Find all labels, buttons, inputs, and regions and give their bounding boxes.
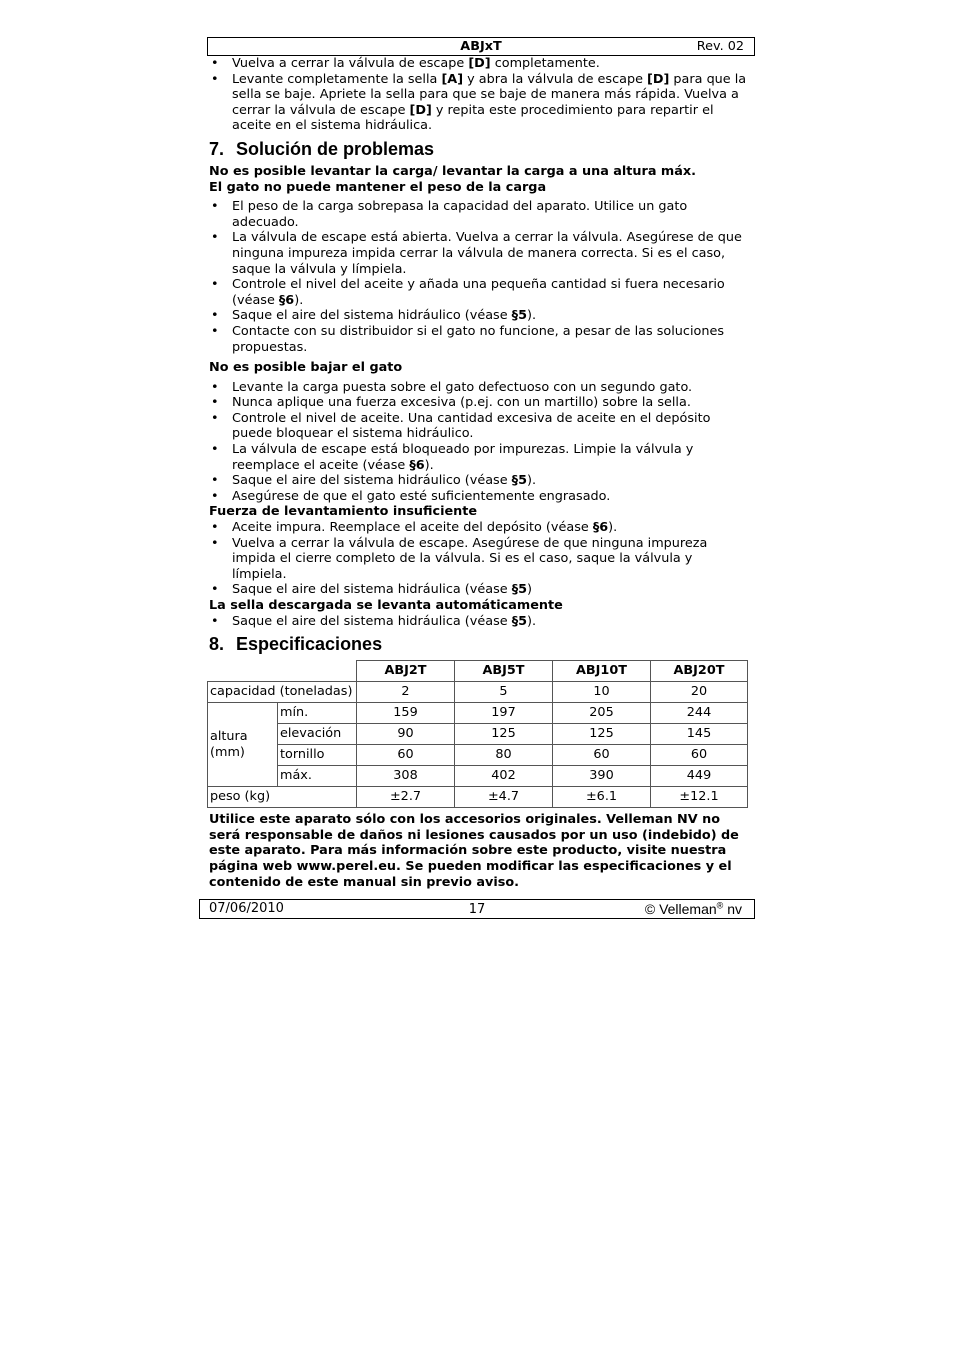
table-cell: 10 xyxy=(553,682,651,703)
bullet-text: para que la sella se baje. Apriete la sella para que se baje de manera más rápida. Vuelva a cerrar la válvula de escape xyxy=(232,71,747,118)
bullet-item xyxy=(232,520,749,536)
table-cell: ±2.7 xyxy=(357,787,455,808)
table-cell: 125 xyxy=(553,724,651,745)
table-cell: 449 xyxy=(651,766,748,787)
bullet-text: Levante la carga puesta sobre el gato defectuoso con un segundo gato. xyxy=(232,379,693,395)
column-header: ABJ10T xyxy=(553,661,651,682)
bullet-text: Saque el aire del sistema hidráulico (véase xyxy=(232,308,512,324)
bullet-item xyxy=(232,277,749,308)
bullet-bold-reference: [D] xyxy=(409,102,432,118)
bullet-text: ). xyxy=(526,473,537,489)
bullet-bold-reference: §5 xyxy=(511,473,527,489)
troubleshooting-group xyxy=(209,360,749,504)
solution-bullet-list xyxy=(209,520,749,598)
table-cell: ±6.1 xyxy=(553,787,651,808)
bullet-text: ) xyxy=(527,582,532,598)
page-header xyxy=(207,37,755,56)
bullet-text: El peso de la carga sobrepasa la capacidad del aparato. Utilice un gato adecuado. xyxy=(232,199,688,230)
table-cell: 20 xyxy=(651,682,748,703)
table-cell: 145 xyxy=(651,724,748,745)
revision-label: Rev. 02 xyxy=(696,39,744,54)
column-header: ABJ5T xyxy=(455,661,553,682)
table-corner-empty xyxy=(208,661,357,682)
page-content xyxy=(209,56,749,890)
bullet-item xyxy=(232,56,749,72)
row-label: peso (kg) xyxy=(208,787,357,808)
bullet-bold-reference: §6 xyxy=(278,292,295,308)
problem-heading-line: Fuerza de levantamiento insuficiente xyxy=(209,504,478,520)
row-label: capacidad (toneladas) xyxy=(208,682,357,703)
table-cell: ±4.7 xyxy=(455,787,553,808)
footer-copyright xyxy=(645,900,742,918)
footer-date: 07/06/2010 xyxy=(209,901,284,917)
column-header: ABJ2T xyxy=(357,661,455,682)
troubleshooting-groups xyxy=(209,164,749,629)
bullet-text: ). xyxy=(527,613,537,629)
bullet-text: completamente. xyxy=(490,56,600,71)
table-cell: 244 xyxy=(651,703,748,724)
row-sublabel: máx. xyxy=(278,766,357,787)
table-cell: 5 xyxy=(455,682,553,703)
bullet-item xyxy=(232,489,749,505)
table-cell: ±12.1 xyxy=(651,787,748,808)
bullet-text: Asegúrese de que el gato esté suficientemente engrasado. xyxy=(232,488,611,504)
problem-heading xyxy=(209,504,749,520)
bullet-item xyxy=(232,395,749,411)
bullet-text: Vuelva a cerrar la válvula de escape. Asegúrese de que ninguna impureza impida el cierre completo de la válvula. Si es el caso, saque la válvula y límpiela. xyxy=(232,535,708,582)
bullet-item xyxy=(232,72,749,134)
table-cell: 90 xyxy=(357,724,455,745)
page-footer xyxy=(199,899,755,919)
section-heading-specifications xyxy=(209,634,749,654)
disclaimer-paragraph: Utilice este aparato sólo con los accesorios originales. Velleman NV no será responsable de daños ni lesiones causados por un uso (indebido) de este aparato. Para más información sobre este producto, visite nuestra página web www.perel.eu. Se pueden modificar las especificaciones y el contenido de este manual sin previo aviso. xyxy=(209,812,739,890)
section-title: Solución de problemas xyxy=(236,138,435,159)
model-title: ABJxT xyxy=(460,39,502,54)
company-suffix: nv xyxy=(723,901,742,918)
bullet-bold-reference: §5 xyxy=(511,582,527,598)
bullet-text: Vuelva a cerrar la válvula de escape xyxy=(232,56,469,71)
table-row xyxy=(208,724,748,745)
bullet-text: Levante completamente la sella xyxy=(232,71,442,87)
section-number: 8. xyxy=(209,634,225,655)
row-group-label: altura (mm) xyxy=(208,703,278,787)
problem-heading xyxy=(209,360,749,376)
bullet-bold-reference: §5 xyxy=(511,613,527,629)
section-number: 7. xyxy=(209,138,225,159)
registered-mark: ® xyxy=(716,900,724,911)
section-heading-troubleshooting xyxy=(209,139,749,159)
bullet-bold-reference: [D] xyxy=(468,56,491,71)
bullet-bold-reference: §6 xyxy=(592,520,609,536)
table-cell: 197 xyxy=(455,703,553,724)
section-title: Especificaciones xyxy=(236,634,383,655)
bullet-bold-reference: [A] xyxy=(441,71,464,87)
bullet-item xyxy=(232,582,749,598)
bullet-bold-reference: §5 xyxy=(511,308,527,324)
table-row xyxy=(208,787,748,808)
specifications-table xyxy=(207,660,748,808)
bullet-text: La válvula de escape está abierta. Vuelva a cerrar la válvula. Asegúrese de que ninguna impureza impida cerrar la válvula de manera correcta. Si es el caso, saque la válvula y límpiela. xyxy=(232,230,742,277)
table-cell: 80 xyxy=(455,745,553,766)
bullet-text: y abra la válvula de escape xyxy=(463,71,648,87)
troubleshooting-group xyxy=(209,504,749,598)
table-row xyxy=(208,682,748,703)
table-cell: 159 xyxy=(357,703,455,724)
bullet-item xyxy=(232,199,749,230)
bullet-text: y repita este procedimiento para repartir el aceite en el sistema hidráulica. xyxy=(232,102,714,134)
table-header-row xyxy=(208,661,748,682)
row-sublabel: elevación xyxy=(278,724,357,745)
table-cell: 60 xyxy=(651,745,748,766)
bullet-item xyxy=(232,308,749,324)
table-cell: 125 xyxy=(455,724,553,745)
bullet-text: La válvula de escape está bloqueado por impurezas. Limpie la válvula y reemplace el aceite (véase xyxy=(232,442,694,473)
problem-heading-line: No es posible levantar la carga/ levantar la carga a una altura máx. xyxy=(209,163,697,179)
bullet-text: Nunca aplique una fuerza excesiva (p.ej. con un martillo) sobre la sella. xyxy=(232,395,691,411)
solution-bullet-list xyxy=(209,199,749,355)
table-cell: 390 xyxy=(553,766,651,787)
problem-heading-line: No es posible bajar el gato xyxy=(209,360,403,376)
bullet-bold-reference: [D] xyxy=(647,71,670,87)
bullet-text: ). xyxy=(608,520,618,536)
bullet-bold-reference: §6 xyxy=(409,457,425,473)
table-cell: 60 xyxy=(553,745,651,766)
bullet-item xyxy=(232,411,749,442)
problem-heading-line: El gato no puede mantener el peso de la carga xyxy=(209,179,547,195)
bullet-item xyxy=(232,230,749,277)
bullet-item xyxy=(232,536,749,583)
table-row xyxy=(208,703,748,724)
row-sublabel: mín. xyxy=(278,703,357,724)
solution-bullet-list xyxy=(209,380,749,505)
bullet-item xyxy=(232,442,749,473)
bullet-item xyxy=(232,614,749,630)
table-cell: 60 xyxy=(357,745,455,766)
solution-bullet-list xyxy=(209,614,749,630)
bullet-text: Controle el nivel del aceite y añada una pequeña cantidad si fuera necesario (véase xyxy=(232,277,725,308)
bullet-text: ). xyxy=(424,457,434,473)
table-cell: 205 xyxy=(553,703,651,724)
troubleshooting-group xyxy=(209,598,749,629)
bullet-text: Controle el nivel de aceite. Una cantidad excesiva de aceite en el depósito puede bloquear el sistema hidráulico. xyxy=(232,410,711,442)
column-header: ABJ20T xyxy=(651,661,748,682)
bullet-text: Contacte con su distribuidor si el gato no funcione, a pesar de las soluciones propuestas. xyxy=(232,323,724,355)
bullet-text: Saque el aire del sistema hidráulica (véase xyxy=(232,613,512,629)
bullet-text: Aceite impura. Reemplace el aceite del depósito (véase xyxy=(232,520,593,536)
bullet-text: Saque el aire del sistema hidráulica (véase xyxy=(232,582,512,598)
document-body xyxy=(199,37,755,919)
bullet-item xyxy=(232,380,749,396)
bullet-text: ). xyxy=(526,308,537,324)
bullet-item xyxy=(232,473,749,489)
intro-bullet-list xyxy=(209,56,749,134)
bullet-text: Saque el aire del sistema hidráulico (véase xyxy=(232,473,512,489)
page-number: 17 xyxy=(468,902,486,918)
problem-heading-line: La sella descargada se levanta automáticamente xyxy=(209,598,563,613)
copyright-text: © Velleman xyxy=(644,901,717,918)
problem-heading xyxy=(209,598,749,614)
table-cell: 402 xyxy=(455,766,553,787)
table-cell: 2 xyxy=(357,682,455,703)
bullet-text: ). xyxy=(294,292,304,308)
problem-heading xyxy=(209,164,749,195)
table-cell: 308 xyxy=(357,766,455,787)
troubleshooting-group xyxy=(209,164,749,355)
table-row xyxy=(208,766,748,787)
bullet-item xyxy=(232,324,749,355)
row-sublabel: tornillo xyxy=(278,745,357,766)
table-row xyxy=(208,745,748,766)
